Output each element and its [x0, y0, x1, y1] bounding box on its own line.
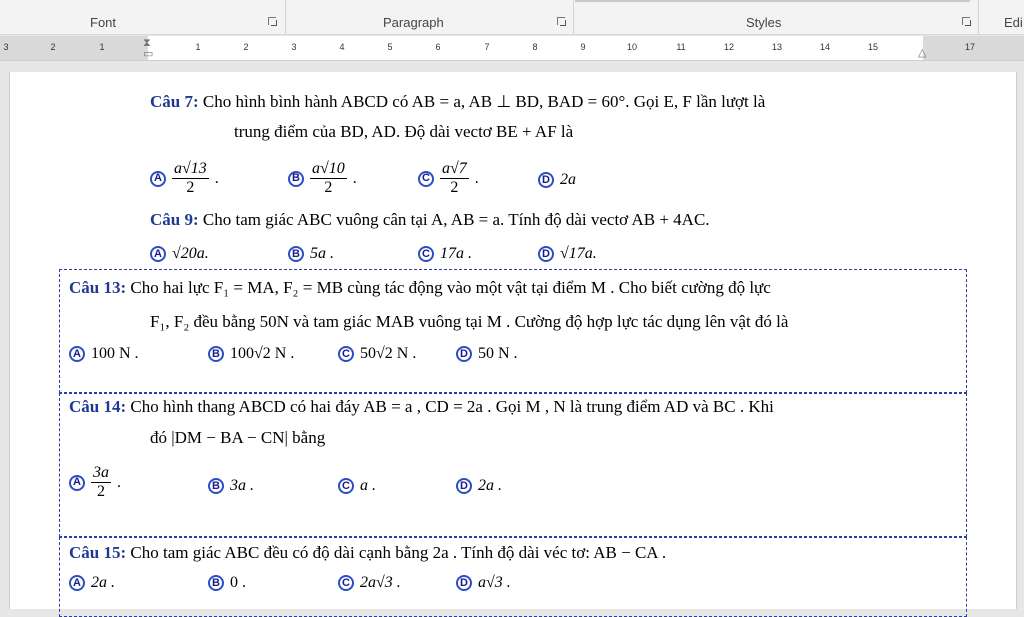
question-text: Cho hai lực F₁ = MA, F₂ = MB cùng tác động vào một vật tại điểm M . Cho biết cường độ lực	[130, 278, 771, 297]
ruler-number: 2	[243, 42, 249, 52]
option-letter-badge: A	[69, 475, 85, 491]
ruler-number: 2	[50, 42, 56, 52]
styles-dialog-launcher-icon[interactable]	[962, 17, 971, 26]
font-dialog-launcher-icon[interactable]	[268, 17, 277, 26]
q7-option-d: D 2a	[538, 170, 576, 190]
left-indent-marker-icon[interactable]: ▭	[143, 48, 154, 60]
option-letter-badge: C	[418, 171, 434, 187]
q7-option-a: A $\frac{a√13}{2}$ .	[150, 160, 219, 197]
ruler-number: 9	[580, 42, 586, 52]
ruler-left-margin	[0, 36, 148, 60]
ribbon-separator	[285, 0, 286, 34]
q15-option-a: A 2a .	[69, 573, 115, 593]
q7-option-b: B $\frac{a√10}{2}$ .	[288, 160, 357, 197]
question-text: Cho hình thang ABCD có hai đáy AB = a , CD = 2a . Gọi M , N là trung điểm AD và BC . Khi	[130, 397, 774, 416]
paragraph-group-label: Paragraph	[383, 15, 444, 30]
ruler-number: 11	[676, 42, 686, 52]
fraction: $\frac{a√13}{2}$	[174, 160, 207, 196]
ruler-number: 5	[387, 42, 393, 52]
question-label: Câu 14:	[69, 397, 127, 416]
ruler-number: 1	[195, 42, 201, 52]
question-15-line-1	[69, 543, 666, 563]
horizontal-ruler[interactable]	[0, 36, 1024, 61]
q15-option-d: D a√3 .	[456, 573, 511, 593]
option-letter-badge: B	[288, 171, 304, 187]
fraction: $\frac{a√10}{2}$	[312, 160, 345, 196]
q9-option-a: A √20a.	[150, 244, 209, 264]
question-label: Câu 9:	[150, 210, 199, 229]
question-9-line-1	[150, 210, 710, 230]
ruler-number: 14	[819, 42, 831, 52]
fraction: $\frac{3a}{2}$	[93, 464, 109, 500]
font-group-label: Font	[90, 15, 117, 30]
q13-option-d: D 50 N .	[456, 344, 518, 364]
q15-option-b: B 0 .	[208, 573, 246, 593]
ruler-number: 10	[626, 42, 638, 52]
q9-option-d: D √17a.	[538, 244, 597, 264]
styles-group-label: Styles	[746, 15, 782, 30]
ribbon-separator	[573, 0, 574, 34]
q9-option-b: B 5a .	[288, 244, 334, 264]
question-7-line-1	[150, 92, 765, 112]
q9-option-c: C 17a .	[418, 244, 472, 264]
question-14-line-1	[69, 397, 774, 417]
question-7-line-2: trung điểm của BD, AD. Độ dài vectơ BE + AF là	[234, 122, 574, 141]
option-letter-badge: C	[338, 478, 354, 494]
question-14-line-2: đó |DM − BA − CN| bằng	[150, 428, 326, 447]
ruler-number: 3	[291, 42, 297, 52]
fraction: $\frac{a√7}{2}$	[442, 160, 467, 196]
right-indent-marker-icon[interactable]: △	[918, 47, 927, 59]
option-letter-badge: C	[338, 575, 354, 591]
option-letter-badge: B	[208, 346, 224, 362]
q14-option-d: D 2a .	[456, 476, 502, 496]
question-13-line-1	[69, 278, 771, 298]
option-letter-badge: D	[538, 172, 554, 188]
ruler-number: 1	[99, 42, 105, 52]
q7-option-c: C $\frac{a√7}{2}$ .	[418, 160, 479, 197]
option-letter-badge: B	[208, 575, 224, 591]
question-text: Cho tam giác ABC đều có độ dài cạnh bằng 2a . Tính độ dài véc tơ: AB − CA .	[130, 543, 667, 562]
option-letter-badge: C	[418, 246, 434, 262]
ruler-number: 13	[771, 42, 783, 52]
option-letter-badge: D	[456, 346, 472, 362]
ruler-number: 8	[532, 42, 538, 52]
question-13-line-2: F₁, F₂ đều bằng 50N và tam giác MAB vuông tại M . Cường độ hợp lực tác dụng lên vật đó là	[150, 312, 789, 331]
q15-option-c: C 2a√3 .	[338, 573, 401, 593]
q13-option-b: B 100√2 N .	[208, 344, 294, 364]
question-label: Câu 15:	[69, 543, 127, 562]
question-label: Câu 7:	[150, 92, 199, 111]
ribbon-group-labels	[0, 0, 1024, 35]
q14-option-c: C a .	[338, 476, 376, 496]
option-letter-badge: C	[338, 346, 354, 362]
q13-option-c: C 50√2 N .	[338, 344, 416, 364]
ruler-number: 15	[867, 42, 879, 52]
first-line-indent-marker-icon[interactable]: ⧗	[143, 37, 151, 49]
styles-gallery-edge	[575, 0, 970, 2]
ruler-number: 6	[435, 42, 441, 52]
option-letter-badge: A	[150, 171, 166, 187]
ribbon-separator	[978, 0, 979, 34]
option-letter-badge: B	[208, 478, 224, 494]
option-letter-badge: A	[69, 575, 85, 591]
option-letter-badge: D	[456, 575, 472, 591]
q13-option-a: A 100 N .	[69, 344, 139, 364]
document-page[interactable]	[9, 72, 1017, 609]
option-letter-badge: A	[150, 246, 166, 262]
ruler-number: 7	[484, 42, 490, 52]
q14-option-a: A $\frac{3a}{2}$ .	[69, 464, 121, 501]
question-text: Cho tam giác ABC vuông cân tại A, AB = a. Tính độ dài vectơ AB + 4AC.	[202, 210, 710, 229]
option-letter-badge: D	[456, 478, 472, 494]
option-letter-badge: B	[288, 246, 304, 262]
ruler-number: 17	[964, 42, 976, 52]
paragraph-dialog-launcher-icon[interactable]	[557, 17, 566, 26]
ruler-number: 3	[3, 42, 9, 52]
editing-group-label: Edi	[1004, 15, 1023, 30]
question-text: Cho hình bình hành ABCD có AB = a, AB ⊥ BD, BAD = 60°. Gọi E, F lần lượt là	[202, 92, 766, 111]
question-label: Câu 13:	[69, 278, 127, 297]
ruler-number: 4	[339, 42, 345, 52]
ruler-number: 12	[723, 42, 735, 52]
option-letter-badge: D	[538, 246, 554, 262]
q14-option-b: B 3a .	[208, 476, 254, 496]
option-letter-badge: A	[69, 346, 85, 362]
